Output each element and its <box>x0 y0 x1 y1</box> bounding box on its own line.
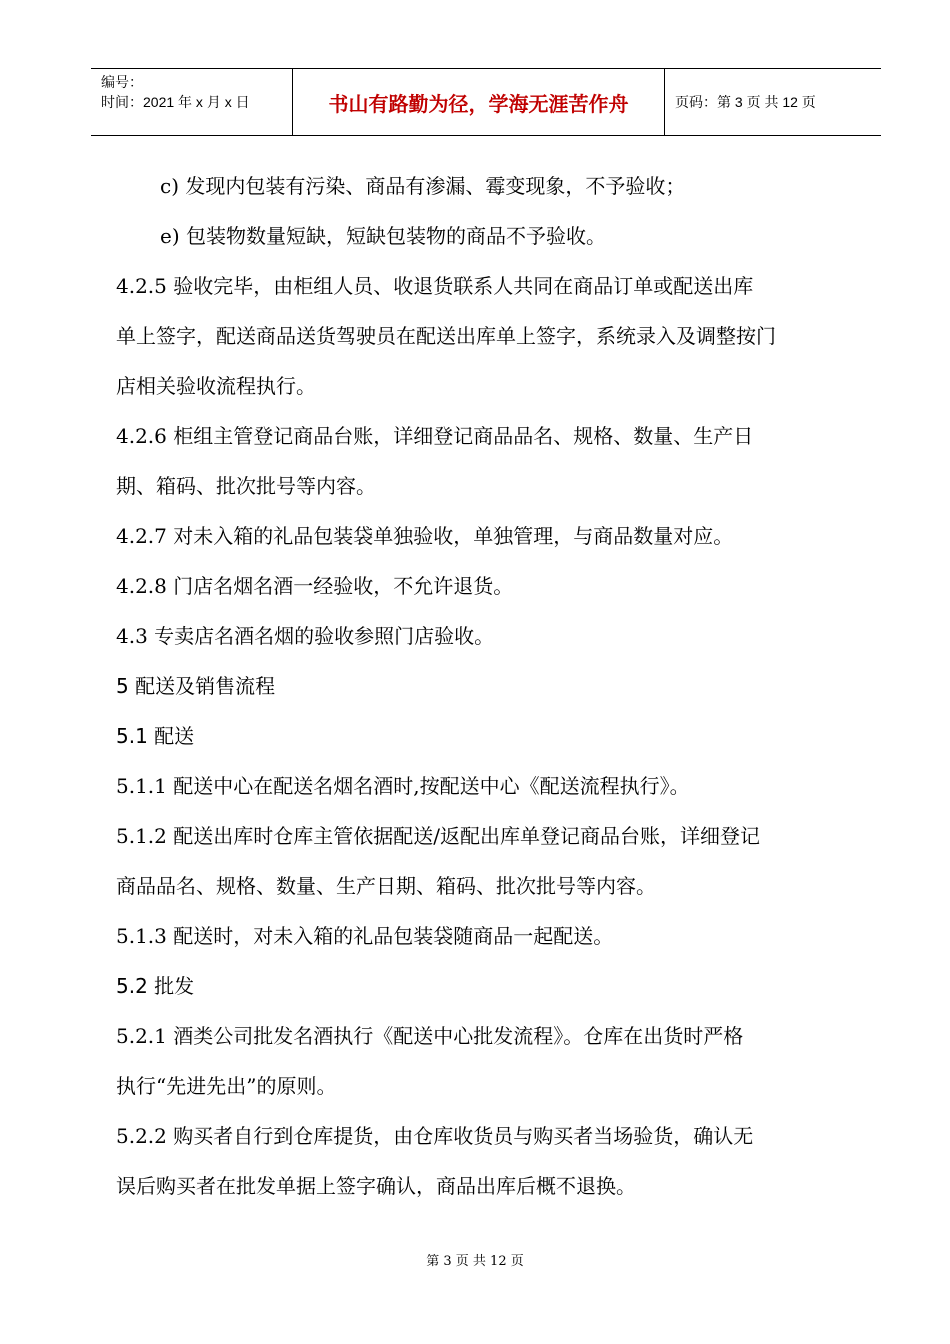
text-line: e) 包装物数量短缺，短缺包装物的商品不予验收。 <box>160 224 606 248</box>
section-heading: 5.1 配送 <box>116 724 195 748</box>
text-line: 4.2.7 对未入箱的礼品包装袋单独验收，单独管理，与商品数量对应。 <box>116 524 734 548</box>
text-line: 4.3 专卖店名酒名烟的验收参照门店验收。 <box>116 624 495 648</box>
text-line: 商品品名、规格、数量、生产日期、箱码、批次批号等内容。 <box>116 874 656 898</box>
text-line: 执行“先进先出”的原则。 <box>116 1074 337 1098</box>
page-footer: 第 3 页 共 12 页 <box>426 1254 524 1269</box>
text-line: 期、箱码、批次批号等内容。 <box>116 474 376 498</box>
time-label: 时间：2021 年 x 月 x 日 <box>101 94 250 110</box>
text-line: 5.1.2 配送出库时仓库主管依据配送/返配出库单登记商品台账，详细登记 <box>116 824 760 848</box>
text-line: 5.2.2 购买者自行到仓库提货，由仓库收货员与购买者当场验货，确认无 <box>116 1124 754 1148</box>
text-line: c) 发现内包装有污染、商品有渗漏、霉变现象，不予验收； <box>160 174 686 198</box>
text-line: 4.2.6 柜组主管登记商品台账，详细登记商品品名、规格、数量、生产日 <box>116 424 754 448</box>
number-label: 编号： <box>101 74 143 90</box>
header-left-cell <box>91 69 292 135</box>
text-line: 5.2.1 酒类公司批发名酒执行《配送中心批发流程》。仓库在出货时严格 <box>116 1024 744 1048</box>
motto: 书山有路勤为径，学海无涯苦作舟 <box>292 69 665 135</box>
text-line: 单上签字，配送商品送货驾驶员在配送出库单上签字，系统录入及调整按门 <box>116 324 776 348</box>
text-line: 5.1.1 配送中心在配送名烟名酒时,按配送中心《配送流程执行》。 <box>116 774 690 798</box>
section-heading: 5.2 批发 <box>116 974 195 998</box>
text-line: 5.1.3 配送时，对未入箱的礼品包装袋随商品一起配送。 <box>116 924 614 948</box>
text-line: 4.2.8 门店名烟名酒一经验收，不允许退货。 <box>116 574 514 598</box>
text-line: 4.2.5 验收完毕，由柜组人员、收退货联系人共同在商品订单或配送出库 <box>116 274 754 298</box>
header-table <box>91 68 881 136</box>
page-label: 页码：第 3 页 共 12 页 <box>675 94 816 110</box>
text-line: 误后购买者在批发单据上签字确认，商品出库后概不退换。 <box>116 1174 636 1198</box>
section-heading: 5 配送及销售流程 <box>116 674 276 698</box>
text-line: 店相关验收流程执行。 <box>116 374 316 398</box>
